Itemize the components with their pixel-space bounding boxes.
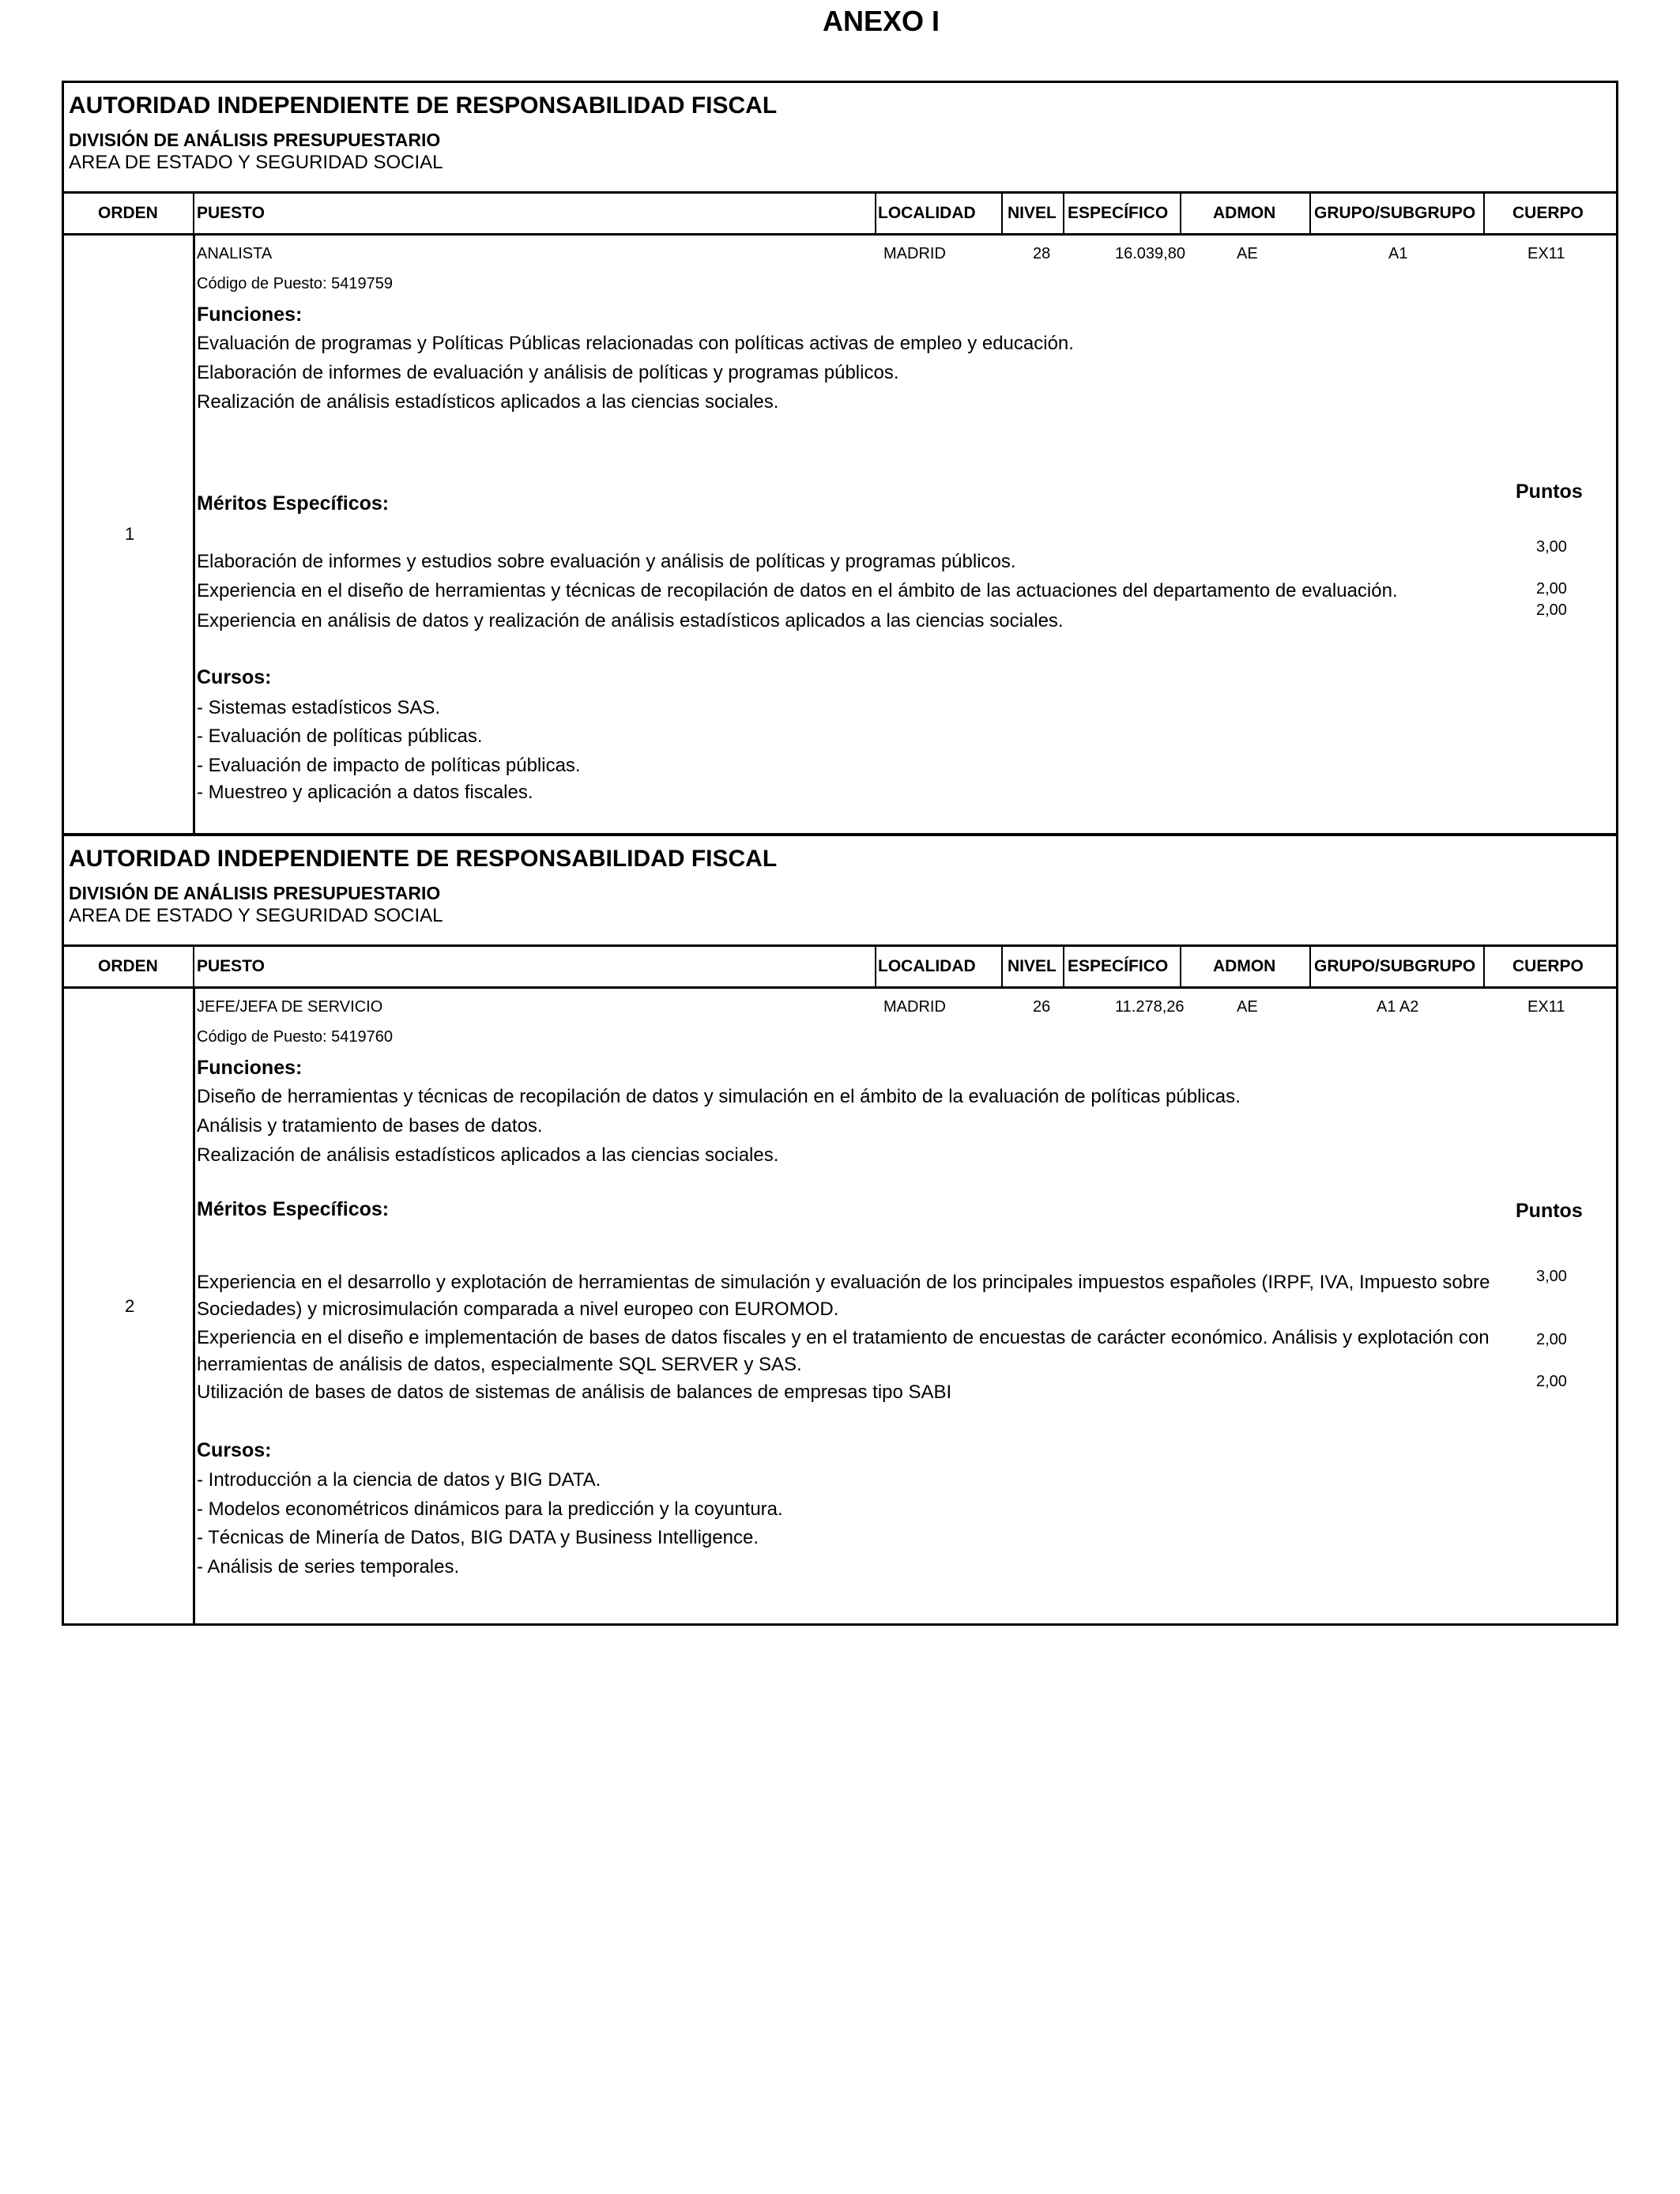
funciones-label: Funciones: [197,1057,303,1079]
col-puesto: PUESTO [197,957,265,975]
localidad-value: MADRID [883,998,946,1016]
codigo-puesto: Código de Puesto: 5419759 [197,275,393,292]
col-grupo: GRUPO/SUBGRUPO [1314,204,1476,222]
merito-puntos: 2,00 [1536,601,1567,619]
column-header-row [64,947,1616,989]
merito-item: Experiencia en análisis de datos y realización de análisis estadísticos aplicados a las ciencias sociales. [197,610,1064,631]
curso-item: - Introducción a la ciencia de datos y BIG DATA. [197,1469,601,1491]
merito-puntos: 3,00 [1536,538,1567,556]
job-block-2 [62,834,1618,1626]
cuerpo-value: EX11 [1527,998,1565,1016]
especifico-value: 16.039,80 [1115,245,1185,262]
funcion-item: Análisis y tratamiento de bases de datos. [197,1115,543,1137]
puntos-label: Puntos [1516,1200,1583,1222]
merito-item: Elaboración de informes y estudios sobre evaluación y análisis de políticas y programas públicos. [197,551,1016,572]
nivel-value: 26 [1033,998,1051,1016]
cursos-label: Cursos: [197,666,272,688]
funcion-item: Realización de análisis estadísticos aplicados a las ciencias sociales. [197,391,779,413]
admon-value: AE [1237,998,1258,1016]
funcion-item: Diseño de herramientas y técnicas de recopilación de datos y simulación en el ámbito de la evaluación de políticas públicas. [197,1086,1241,1107]
curso-item: - Evaluación de impacto de políticas públicas. [197,755,581,776]
organization-name: AUTORIDAD INDEPENDIENTE DE RESPONSABILIDAD FISCAL [69,846,778,872]
grupo-value: A1 [1388,245,1408,262]
admon-value: AE [1237,245,1258,262]
merito-item: Utilización de bases de datos de sistemas de análisis de balances de empresas tipo SABI [197,1382,952,1403]
funcion-item: Elaboración de informes de evaluación y análisis de políticas y programas públicos. [197,362,899,383]
col-especifico: ESPECÍFICO [1068,204,1169,222]
meritos-label: Méritos Específicos: [197,492,390,515]
job-detail [64,236,1616,833]
job-detail [64,989,1616,1623]
area-name: AREA DE ESTADO Y SEGURIDAD SOCIAL [69,152,443,173]
col-nivel: NIVEL [1008,957,1057,975]
division-name: DIVISIÓN DE ANÁLISIS PRESUPUESTARIO [69,883,441,903]
job-block-1 [62,81,1618,835]
col-admon: ADMON [1213,204,1276,222]
col-orden: ORDEN [98,204,158,222]
page-title: ANEXO I [822,5,940,37]
col-nivel: NIVEL [1008,204,1057,222]
col-puesto: PUESTO [197,204,265,222]
merito-puntos: 3,00 [1536,1268,1567,1285]
merito-puntos: 2,00 [1536,580,1567,598]
col-localidad: LOCALIDAD [878,204,976,222]
curso-item: - Evaluación de políticas públicas. [197,726,483,747]
funcion-item: Realización de análisis estadísticos aplicados a las ciencias sociales. [197,1144,779,1166]
codigo-puesto: Código de Puesto: 5419760 [197,1028,393,1046]
puntos-label: Puntos [1516,481,1583,503]
column-header-row [64,194,1616,236]
meritos-label: Méritos Específicos: [197,1198,390,1220]
funcion-item: Evaluación de programas y Políticas Públicas relacionadas con políticas activas de empleo y educación. [197,333,1074,354]
division-name: DIVISIÓN DE ANÁLISIS PRESUPUESTARIO [69,130,441,150]
area-name: AREA DE ESTADO Y SEGURIDAD SOCIAL [69,905,443,926]
merito-puntos: 2,00 [1536,1373,1567,1390]
orden-number: 1 [125,524,135,544]
block-header [64,83,1616,194]
col-cuerpo: CUERPO [1512,957,1584,975]
col-grupo: GRUPO/SUBGRUPO [1314,957,1476,975]
cuerpo-value: EX11 [1527,245,1565,262]
curso-item: - Análisis de series temporales. [197,1556,460,1578]
curso-item: - Modelos econométricos dinámicos para la predicción y la coyuntura. [197,1498,783,1520]
merito-puntos: 2,00 [1536,1331,1567,1348]
especifico-value: 11.278,26 [1115,998,1185,1016]
grupo-value: A1 A2 [1377,998,1419,1016]
merito-item: Experiencia en el desarrollo y explotación de herramientas de simulación y evaluación de los principales impuestos españoles (IRPF, IVA, Impuesto sobre Sociedades) y microsimulación comparada a nivel europeo con EUROMOD. [197,1272,1490,1320]
cursos-label: Cursos: [197,1439,272,1461]
merito-item: Experiencia en el diseño e implementación de bases de datos fiscales y en el tratamiento de encuestas de carácter económico. Análisis y explotación con herramientas de análisis de datos, especialmente SQL SERVER y SAS. [197,1327,1490,1375]
col-orden: ORDEN [98,957,158,975]
puesto-name: ANALISTA [197,245,273,262]
block-header [64,836,1616,947]
col-localidad: LOCALIDAD [878,957,976,975]
puesto-name: JEFE/JEFA DE SERVICIO [197,998,383,1016]
curso-item: - Sistemas estadísticos SAS. [197,697,441,718]
col-cuerpo: CUERPO [1512,204,1584,222]
organization-name: AUTORIDAD INDEPENDIENTE DE RESPONSABILIDAD FISCAL [69,92,778,119]
curso-item: - Técnicas de Minería de Datos, BIG DATA y Business Intelligence. [197,1527,759,1548]
orden-number: 2 [125,1296,135,1316]
merito-item: Experiencia en el diseño de herramientas y técnicas de recopilación de datos en el ámbito de las actuaciones del departamento de evaluación. [197,580,1398,601]
curso-item: - Muestreo y aplicación a datos fiscales. [197,782,533,803]
nivel-value: 28 [1033,245,1051,262]
localidad-value: MADRID [883,245,946,262]
col-admon: ADMON [1213,957,1276,975]
col-especifico: ESPECÍFICO [1068,957,1169,975]
funciones-label: Funciones: [197,303,303,326]
